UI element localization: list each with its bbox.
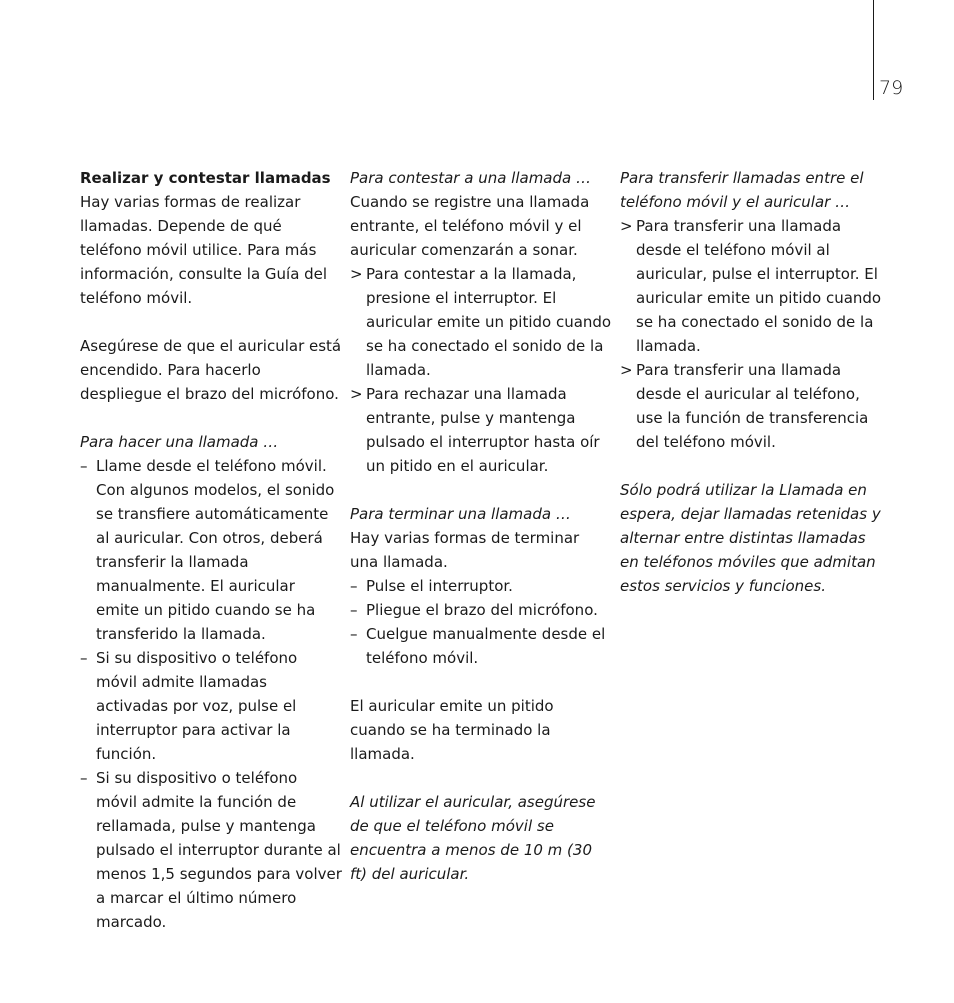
transfer-list — [620, 214, 882, 454]
intro-paragraph: Hay varias formas de realizar llamadas. Depende de qué teléfono móvil utilice. Para más información, consulte la Guía del teléfono móvil. — [80, 193, 328, 307]
list-item: > Para contestar a la llamada, presione el interruptor. El auricular emite un pitido cuando se ha conectado el sonido de la llamada. — [350, 262, 612, 382]
end-call-note: El auricular emite un pitido cuando se ha terminado la llamada. — [350, 697, 554, 763]
end-call-subheading: Para terminar una llamada … — [350, 505, 571, 523]
answer-call-subheading: Para contestar a una llamada … — [350, 169, 591, 187]
section-heading: Realizar y contestar llamadas — [80, 169, 331, 187]
list-item: – Llame desde el teléfono móvil. Con algunos modelos, el sonido se transfiere automáticamente al auricular. Con otros, deberá transferir la llamada manualmente. El auricular emite un pitido cuando se ha transferido la llamada. — [80, 454, 342, 646]
list-item: > Para transferir una llamada desde el auricular al teléfono, use la función de transferencia del teléfono móvil. — [620, 358, 882, 454]
list-item: – Pulse el interruptor. — [350, 574, 612, 598]
make-call-subheading: Para hacer una llamada … — [80, 433, 279, 451]
headset-on-paragraph: Asegúrese de que el auricular está encendido. Para hacerlo despliegue el brazo del micrófono. — [80, 337, 342, 403]
column-2 — [350, 166, 612, 886]
column-3 — [620, 166, 882, 598]
column-1 — [80, 166, 342, 934]
list-item: – Si su dispositivo o teléfono móvil admite la función de rellamada, pulse y mantenga pulsado el interruptor durante al menos 1,5 segundos para volver a marcar el último número marcado. — [80, 766, 342, 934]
list-item: > Para rechazar una llamada entrante, pulse y mantenga pulsado el interruptor hasta oír un pitido en el auricular. — [350, 382, 612, 478]
range-note: Al utilizar el auricular, asegúrese de que el teléfono móvil se encuentra a menos de 10 m (30 ft) del auricular. — [350, 793, 596, 883]
answer-call-intro: Cuando se registre una llamada entrante, el teléfono móvil y el auricular comenzarán a sonar. — [350, 193, 590, 259]
services-note: Sólo podrá utilizar la Llamada en espera, dejar llamadas retenidas y alternar entre distintas llamadas en teléfonos móviles que admitan estos servicios y funciones. — [620, 481, 881, 595]
answer-call-list — [350, 262, 612, 478]
list-item: > Para transferir una llamada desde el teléfono móvil al auricular, pulse el interruptor. El auricular emite un pitido cuando se ha conectado el sonido de la llamada. — [620, 214, 882, 358]
list-item: – Cuelgue manualmente desde el teléfono móvil. — [350, 622, 612, 670]
margin-rule — [873, 0, 874, 100]
end-call-list — [350, 574, 612, 670]
page-number: 79 — [879, 77, 904, 99]
end-call-intro: Hay varias formas de terminar una llamada. — [350, 529, 580, 571]
list-item: – Si su dispositivo o teléfono móvil admite llamadas activadas por voz, pulse el interruptor para activar la función. — [80, 646, 342, 766]
list-item: – Pliegue el brazo del micrófono. — [350, 598, 612, 622]
transfer-subheading: Para transferir llamadas entre el teléfono móvil y el auricular … — [620, 169, 864, 211]
make-call-list — [80, 454, 342, 934]
